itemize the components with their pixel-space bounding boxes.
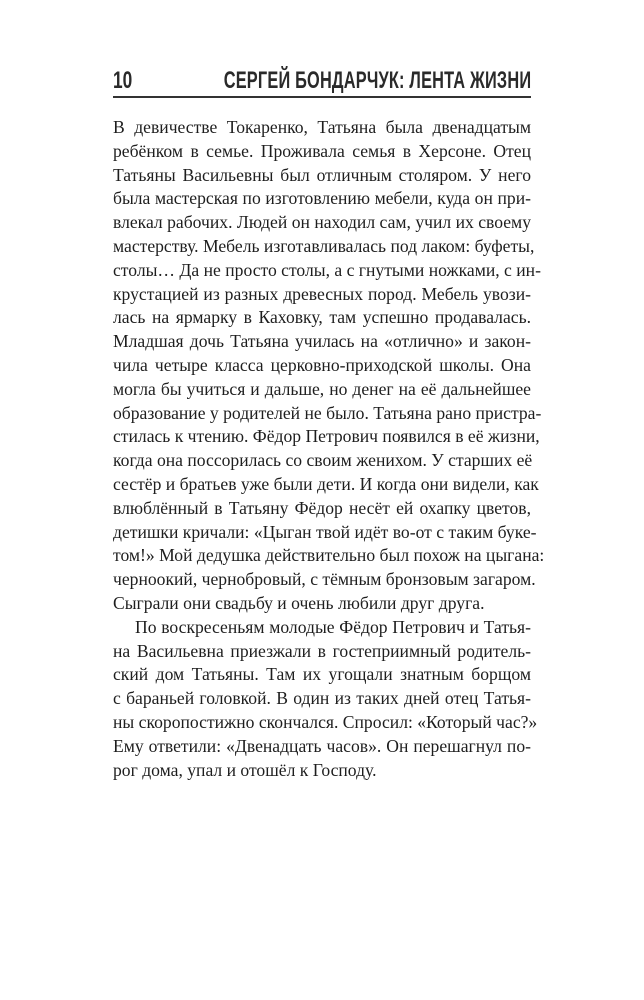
text-line: Младшая дочь Татьяна училась на «отлично» и закон- xyxy=(113,331,531,352)
text-line: могла бы учиться и дальше, но денег на её дальнейшее xyxy=(113,378,531,399)
text-line: лась на ярмарку в Каховку, там успешно продавалась. xyxy=(113,307,531,328)
text-line: с бараньей головкой. В один из таких дней отец Татья- xyxy=(113,688,531,709)
text-line: влекал рабочих. Людей он находил сам, учил их своему xyxy=(113,212,531,233)
text-line: столы… Да не просто столы, а с гнутыми ножками, с ин- xyxy=(113,259,541,280)
text-line: образование у родителей не было. Татьяна рано пристра- xyxy=(113,402,542,423)
text-line: черноокий, чернобровый, с тёмным бронзовым загаром. xyxy=(113,569,536,590)
text-line: ребёнком в семье. Проживала семья в Херсоне. Отец xyxy=(113,140,531,161)
text-line: мастерству. Мебель изготавливалась под лаком: буфеты, xyxy=(113,235,535,256)
text-line: на Васильевна приезжали в гостеприимный родитель- xyxy=(113,640,531,661)
text-line: сестёр и братьев уже были дети. И когда они видели, как xyxy=(113,473,539,494)
text-line: влюблённый в Татьяну Фёдор несёт ей охапку цветов, xyxy=(113,497,531,518)
text-line: По воскресеньям молодые Фёдор Петрович и Татья- xyxy=(135,616,531,637)
body-text xyxy=(113,116,545,782)
text-line: чила четыре класса церковно-приходской школы. Она xyxy=(113,354,531,375)
text-line: стилась к чтению. Фёдор Петрович появился в её жизни, xyxy=(113,426,540,447)
running-title: СЕРГЕЙ БОНДАРЧУК: ЛЕНТА ЖИЗНИ xyxy=(223,67,531,94)
text-line: рог дома, упал и отошёл к Господу. xyxy=(113,759,377,780)
text-line: ны скоропостижно скончался. Спросил: «Который час?» xyxy=(113,711,538,732)
text-line: Татьяны Васильевны был отличным столяром. У него xyxy=(113,164,531,185)
paragraph xyxy=(113,116,545,616)
text-line: ский дом Татьяны. Там их угощали знатным борщом xyxy=(113,664,531,685)
text-line: Сыграли они свадьбу и очень любили друг друга. xyxy=(113,592,485,613)
paragraph xyxy=(113,616,538,783)
text-line: том!» Мой дедушка действительно был похож на цыгана: xyxy=(113,545,545,566)
text-line: Ему ответили: «Двенадцать часов». Он перешагнул по- xyxy=(113,735,531,756)
text-line: когда она поссорилась со своим женихом. У старших её xyxy=(113,450,533,471)
text-line: была мастерская по изготовлению мебели, куда он при- xyxy=(113,188,531,209)
running-header xyxy=(113,66,531,98)
text-line: детишки кричали: «Цыган твой идёт во-от с таким буке- xyxy=(113,521,537,542)
page-number: 10 xyxy=(113,67,133,94)
text-line: крустацией из разных древесных пород. Мебель увози- xyxy=(113,283,531,304)
text-line: В девичестве Токаренко, Татьяна была двенадцатым xyxy=(113,117,531,137)
